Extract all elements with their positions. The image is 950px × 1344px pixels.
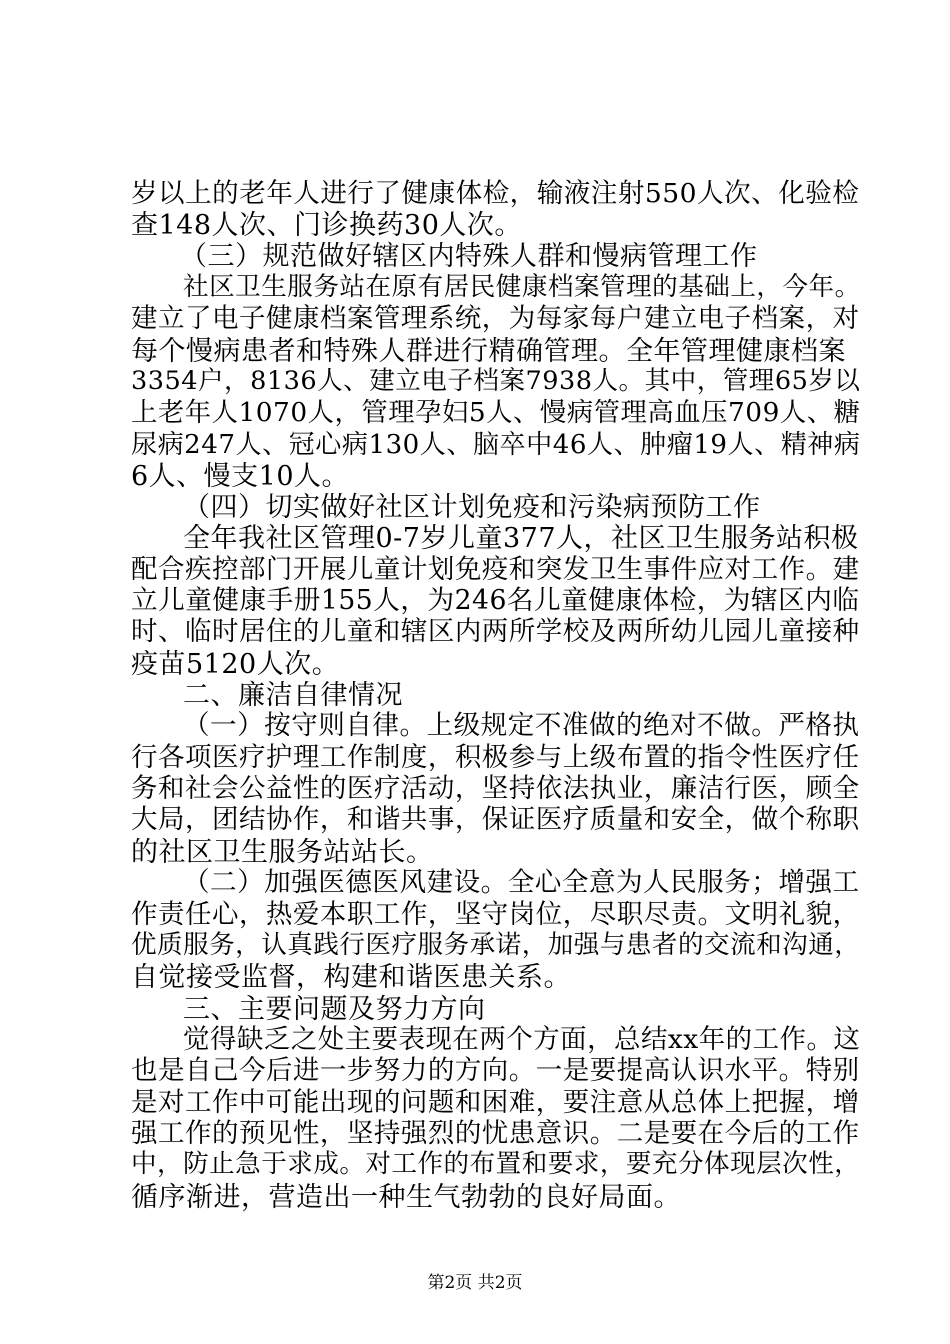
text-line: 3354户，8136人、建立电子档案7938人。其中，管理65岁以 [131,366,861,396]
section-heading: 二、廉洁自律情况 [183,680,403,711]
text-line: 尿病247人、冠心病130人、脑卒中46人、肿瘤19人、精神病 [131,430,861,460]
text-line: 大局，团结协作，和谐共事，保证医疗质量和安全，做个称职 [131,804,860,835]
text-line: 全年我社区管理0-7岁儿童377人，社区卫生服务站积极 [183,523,859,554]
section-heading: （三）规范做好辖区内特殊人群和慢病管理工作 [180,241,758,272]
text-line: 强工作的预见性，坚持强烈的忧患意识。二是要在今后的工作 [131,1118,860,1149]
text-line: 时、临时居住的儿童和辖区内两所学校及两所幼儿园儿童接种 [131,616,860,647]
text-line: 循序渐进，营造出一种生气勃勃的良好局面。 [131,1182,681,1213]
text-line: （二）加强医德医风建设。全心全意为人民服务；增强工 [183,867,860,898]
text-line: 行各项医疗护理工作制度，积极参与上级布置的指令性医疗任 [131,742,860,773]
text-line: 上老年人1070人，管理孕妇5人、慢病管理高血压709人、糖 [131,398,861,428]
text-line: 立儿童健康手册155人，为246名儿童健康体检，为辖区内临 [131,585,860,616]
text-line: 的社区卫生服务站站长。 [131,837,434,868]
text-line: 优质服务，认真践行医疗服务承诺，加强与患者的交流和沟通， [131,930,861,960]
text-line: 中，防止急于求成。对工作的布置和要求，要充分体现层次性， [131,1149,861,1179]
text-line: 也是自己今后进一步努力的方向。一是要提高认识水平。特别 [131,1055,860,1086]
text-line: 疫苗5120人次。 [131,649,340,680]
page-number-footer: 第2页 共2页 [427,1273,523,1293]
text-line: 建立了电子健康档案管理系统，为每家每户建立电子档案，对 [131,303,860,334]
section-heading: 三、主要问题及努力方向 [183,994,486,1025]
text-line: 社区卫生服务站在原有居民健康档案管理的基础上，今年。 [183,272,861,302]
text-line: 觉得缺乏之处主要表现在两个方面，总结xx年的工作。这 [183,1024,861,1055]
text-line: 作责任心，热爱本职工作，坚守岗位，尽职尽责。文明礼貌， [131,899,860,930]
text-line: 配合疾控部门开展儿童计划免疫和突发卫生事件应对工作。建 [131,554,860,585]
text-line: 6人、慢支10人。 [131,461,350,492]
text-line: 岁以上的老年人进行了健康体检，输液注射550人次、化验检 [131,178,860,209]
text-line: 务和社会公益性的医疗活动，坚持依法执业，廉洁行医，顾全 [131,773,860,804]
section-heading: （四）切实做好社区计划免疫和污染病预防工作 [183,492,761,523]
text-line: 每个慢病患者和特殊人群进行精确管理。全年管理健康档案 [131,336,846,367]
text-line: 自觉接受监督，构建和谐医患关系。 [131,962,571,993]
text-line: （一）按守则自律。上级规定不准做的绝对不做。严格执 [183,710,860,741]
text-line: 查148人次、门诊换药30人次。 [131,210,522,241]
text-line: 是对工作中可能出现的问题和困难，要注意从总体上把握，增 [131,1087,860,1118]
